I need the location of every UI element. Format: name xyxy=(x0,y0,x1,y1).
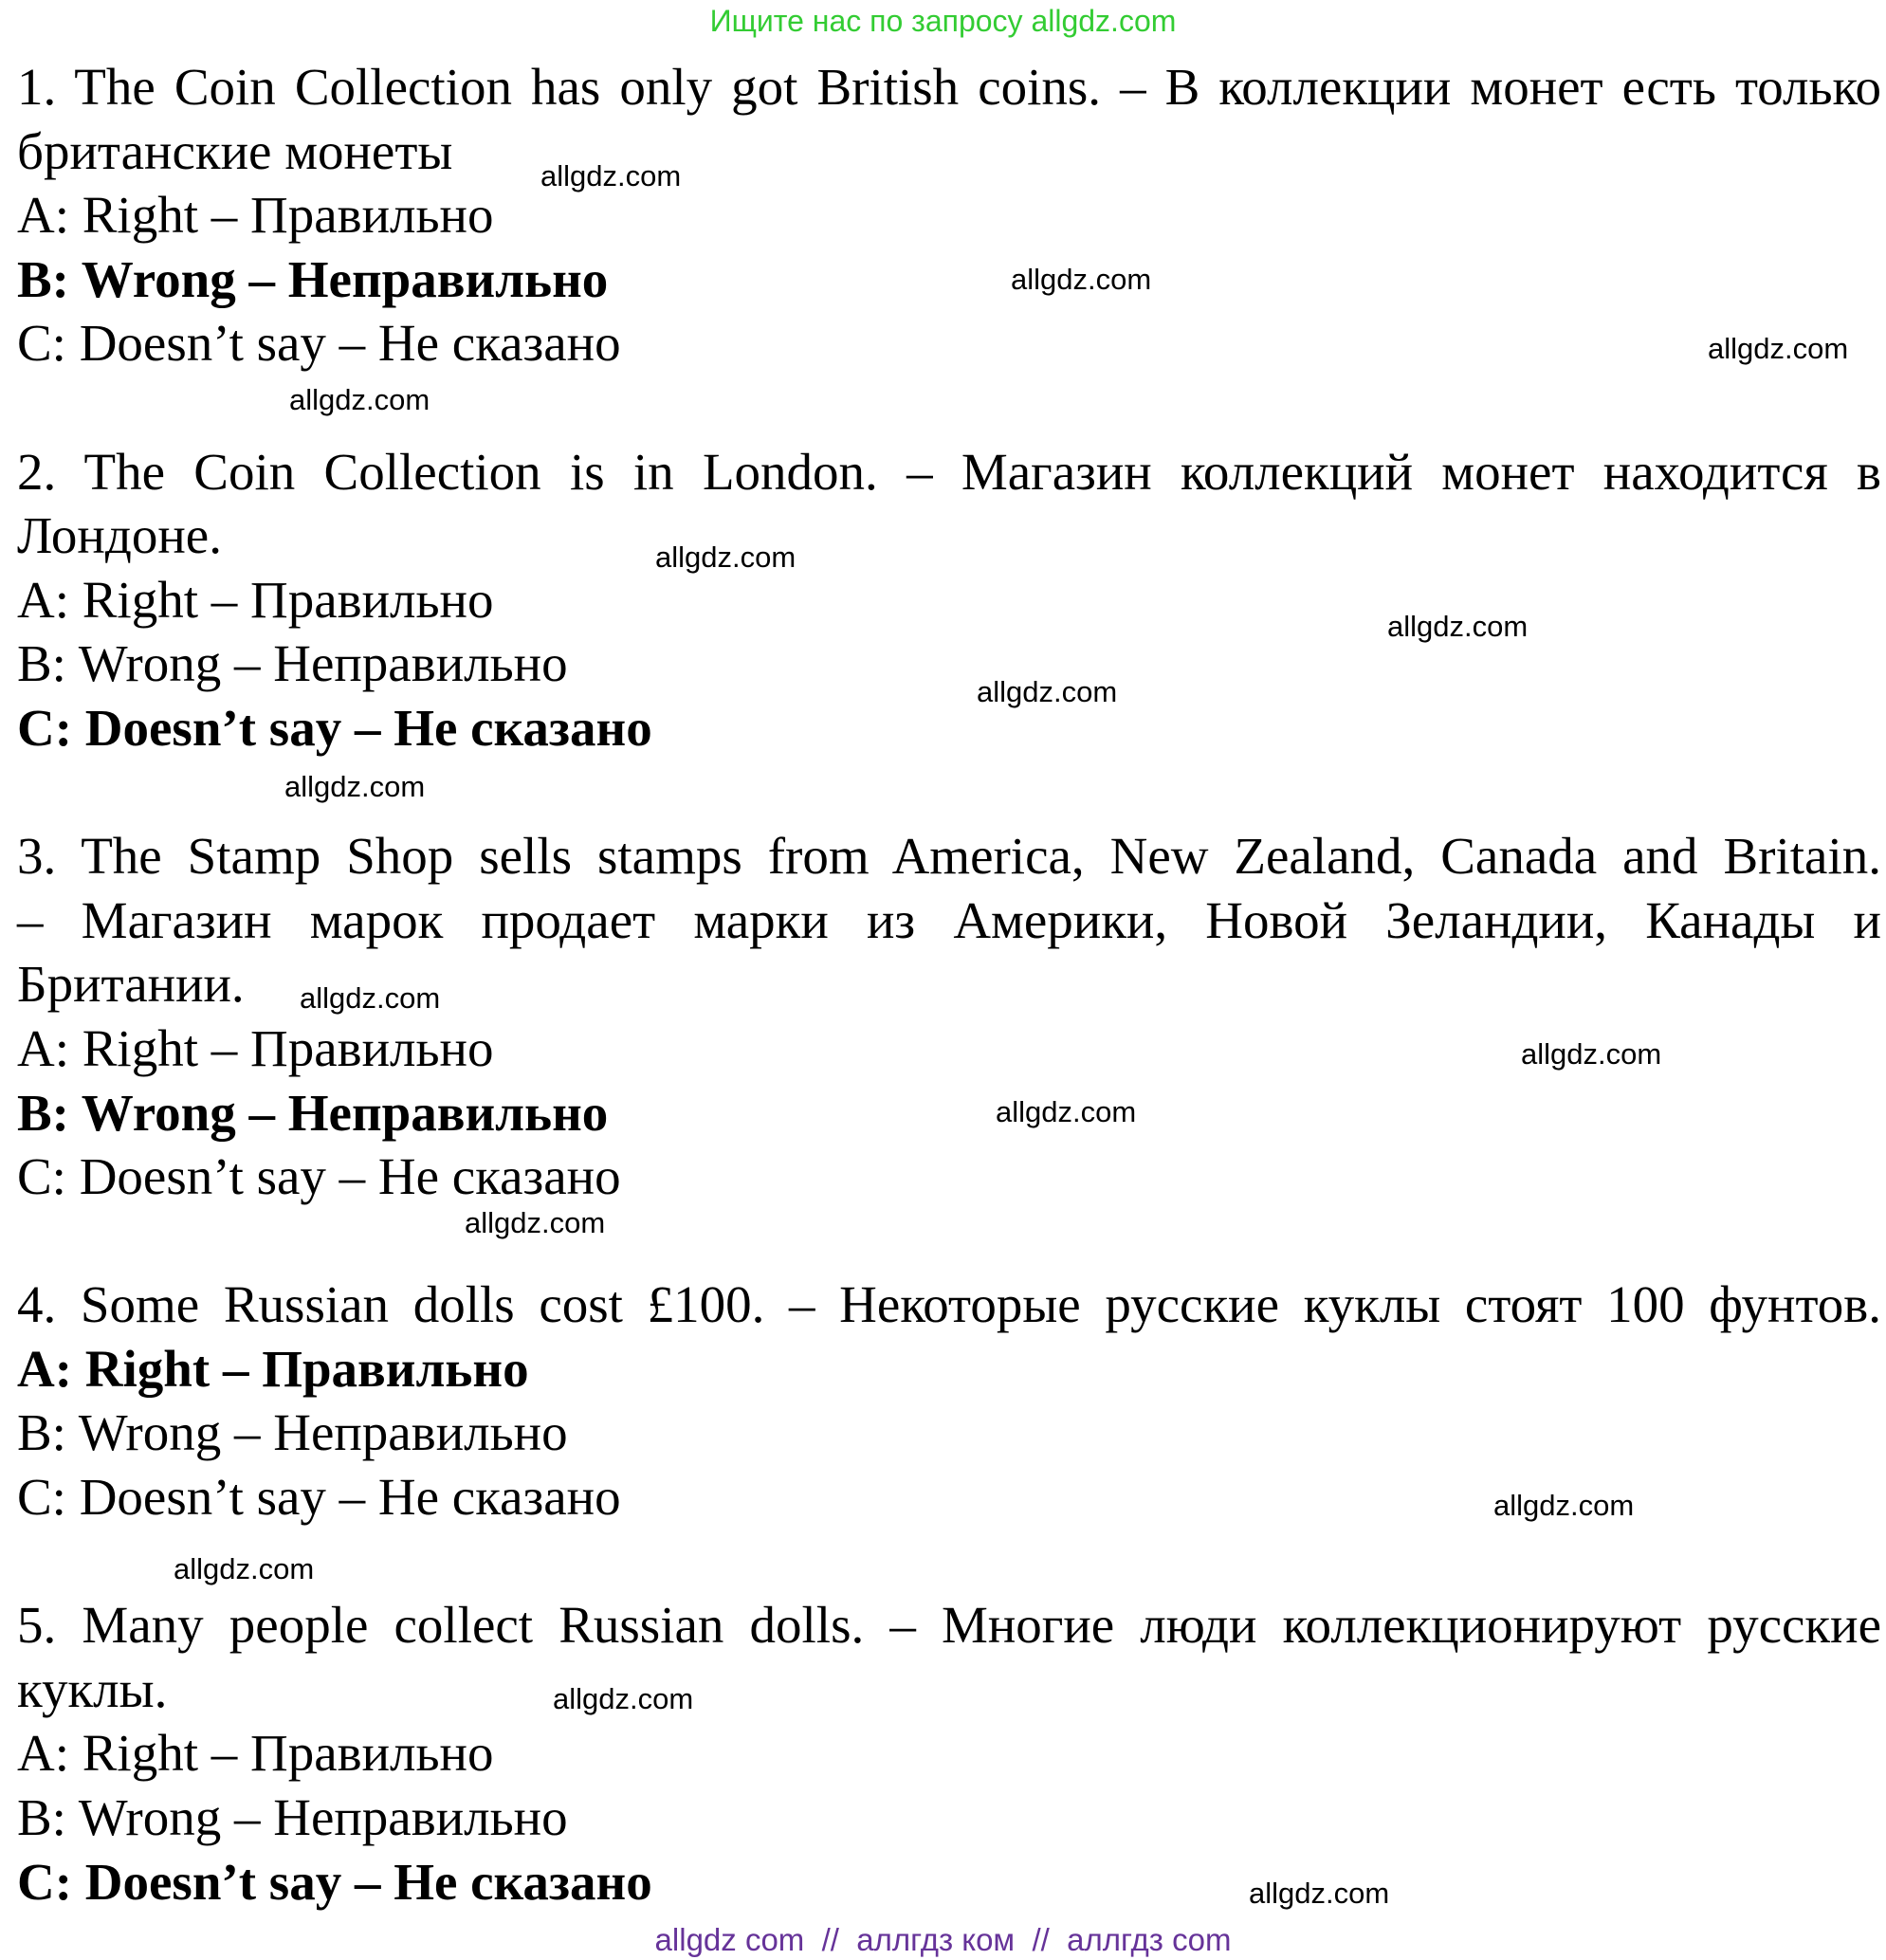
answer-option: B: Wrong – Неправильно xyxy=(17,634,568,693)
answer-option: A: Right – Правильно xyxy=(17,1018,494,1077)
watermark: allgdz.com xyxy=(300,981,441,1015)
answer-option-selected: B: Wrong – Неправильно xyxy=(17,249,609,308)
watermark: allgdz.com xyxy=(465,1206,606,1239)
answer-option: A: Right – Правильно xyxy=(17,186,494,245)
watermark: allgdz.com xyxy=(977,675,1118,708)
question-text: – Магазин марок продает марки из Америки, Новой Зеландии, Канады и xyxy=(17,890,1881,949)
answer-option: A: Right – Правильно xyxy=(17,570,494,629)
watermark: allgdz.com xyxy=(284,770,426,803)
answer-option: C: Doesn’t say – Не сказано xyxy=(17,1147,621,1206)
watermark: allgdz.com xyxy=(655,540,797,574)
question-text: Лондоне. xyxy=(17,506,222,565)
question-text: британские монеты xyxy=(17,121,453,180)
question-text: куклы. xyxy=(17,1659,168,1718)
search-hint-banner: Ищите нас по запросу allgdz.com xyxy=(709,4,1177,38)
question-block xyxy=(17,824,1881,1209)
watermark: allgdz.com xyxy=(1493,1489,1635,1522)
watermark: allgdz.com xyxy=(1708,332,1849,365)
footer-watermark: allgdz com // аллгдз ком // аллгдз com xyxy=(654,1922,1232,1957)
question-text: 5. Many people collect Russian dolls. – Многие люди коллекционируют русские xyxy=(17,1596,1881,1655)
watermark: allgdz.com xyxy=(1521,1037,1662,1071)
answer-sheet xyxy=(17,55,1881,1914)
answer-option: C: Doesn’t say – Не сказано xyxy=(17,314,621,373)
watermark: allgdz.com xyxy=(1387,610,1529,643)
question-text: 4. Some Russian dolls cost £100. – Некоторые русские куклы стоят 100 фунтов. xyxy=(17,1275,1881,1334)
answer-option-selected: B: Wrong – Неправильно xyxy=(17,1083,609,1142)
answer-option: B: Wrong – Неправильно xyxy=(17,1788,568,1847)
question-block xyxy=(17,440,1881,760)
watermark: allgdz.com xyxy=(174,1552,315,1585)
answer-option: A: Right – Правильно xyxy=(17,1724,494,1783)
answer-option: C: Doesn’t say – Не сказано xyxy=(17,1468,621,1527)
watermark: allgdz.com xyxy=(1011,263,1152,296)
watermark: allgdz.com xyxy=(289,383,430,416)
watermark: allgdz.com xyxy=(540,159,682,192)
question-block xyxy=(17,1593,1881,1914)
answer-option-selected: C: Doesn’t say – Не сказано xyxy=(17,1852,652,1911)
watermark: allgdz.com xyxy=(553,1682,694,1715)
answer-option-selected: C: Doesn’t say – Не сказано xyxy=(17,698,652,757)
answer-option: B: Wrong – Неправильно xyxy=(17,1403,568,1462)
answer-option-selected: A: Right – Правильно xyxy=(17,1339,529,1398)
question-text: 1. The Coin Collection has only got British coins. – В коллекции монет есть только xyxy=(17,58,1881,116)
watermark: allgdz.com xyxy=(1249,1877,1390,1910)
question-text: 2. The Coin Collection is in London. – Магазин коллекций монет находится в xyxy=(17,442,1881,501)
watermark: allgdz.com xyxy=(996,1095,1137,1128)
question-block xyxy=(17,55,1881,376)
spacer xyxy=(17,1209,1881,1273)
question-text: 3. The Stamp Shop sells stamps from America, New Zealand, Canada and Britain. xyxy=(17,827,1881,886)
question-text: Британии. xyxy=(17,955,245,1014)
